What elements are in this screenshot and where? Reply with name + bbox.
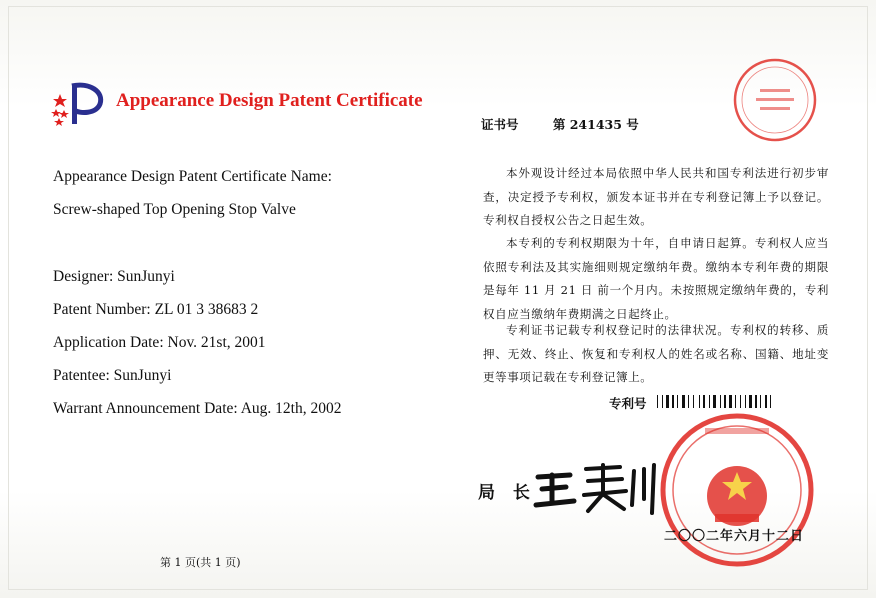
application-date-line: Application Date: Nov. 21st, 2001: [53, 334, 266, 351]
paragraph-legal-status: 专利证书记载专利权登记时的法律状况。专利权的转移、质押、无效、终止、恢复和专利权人的姓名或名称、国籍、地址变更等事项记载在专利登记簿上。: [483, 323, 829, 384]
paragraph-term: 本专利的专利权期限为十年，自申请日起算。专利权人应当依照专利法及其实施细则规定缴纳年费。缴纳本专利年费的期限是每年 11 月 21 日 前一个月内。未按照规定缴纳年费的，专利权自应当缴纳年费期满之日起终止。: [483, 236, 829, 321]
director-label: 局 长: [478, 483, 536, 503]
designer-line: Designer: SunJunyi: [53, 268, 175, 285]
warrant-date-line: Warrant Announcement Date: Aug. 12th, 2002: [53, 400, 342, 417]
certificate-number-value: 第 241435 号: [552, 117, 639, 132]
sipo-logo-icon: [50, 80, 106, 128]
issue-date: 二〇〇二年六月十二日: [664, 529, 805, 544]
certificate-number-row: [481, 115, 669, 133]
certificate-title: Appearance Design Patent Certificate: [116, 90, 423, 111]
certificate-number-label: 证书号: [481, 117, 519, 132]
director-signature: [530, 455, 660, 521]
patent-number-line: Patent Number: ZL 01 3 38683 2: [53, 301, 259, 318]
design-name-label: Appearance Design Patent Certificate Name:: [53, 168, 332, 185]
patent-number-label: 专利号: [609, 396, 647, 411]
patent-barcode: [657, 395, 817, 408]
sipo-official-seal: [657, 410, 817, 570]
paragraph-grant: 本外观设计经过本局依照中华人民共和国专利法进行初步审查，决定授予专利权，颁发本证书并在专利登记簿上予以登记。专利权自授权公告之日起生效。: [483, 166, 829, 227]
patentee-line: Patentee: SunJunyi: [53, 367, 172, 384]
registration-seal: [732, 57, 818, 143]
design-name-value: Screw-shaped Top Opening Stop Valve: [53, 201, 296, 218]
page-footer: 第 1 页(共 1 页): [160, 556, 241, 569]
